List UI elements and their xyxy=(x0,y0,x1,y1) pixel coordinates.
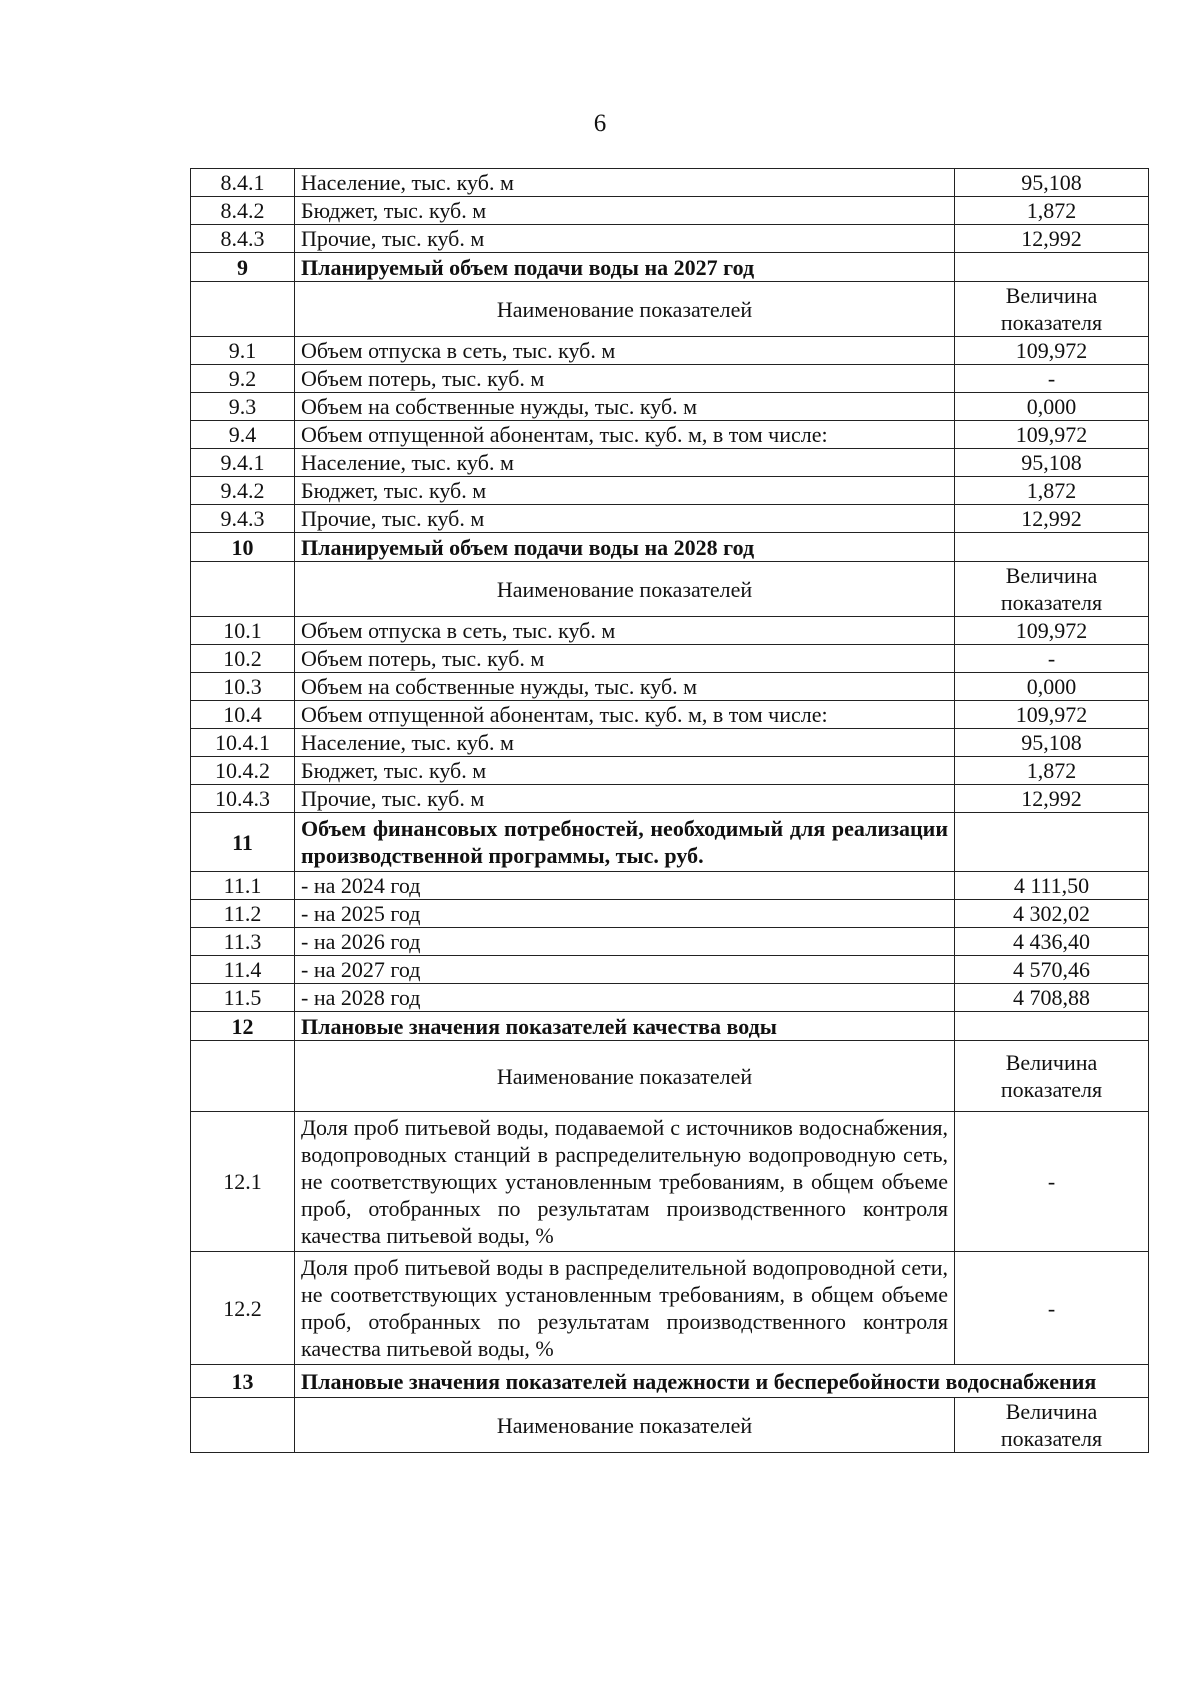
row-value: 0,000 xyxy=(955,673,1149,701)
row-number: 10.4.2 xyxy=(191,757,295,785)
row-number: 9.4.1 xyxy=(191,449,295,477)
row-value: 4 302,02 xyxy=(955,900,1149,928)
row-value: 109,972 xyxy=(955,617,1149,645)
table-row xyxy=(191,645,1149,673)
row-number: 11.4 xyxy=(191,956,295,984)
row-value: - xyxy=(955,645,1149,673)
row-name: Объем потерь, тыс. куб. м xyxy=(295,645,955,673)
row-number: 9.1 xyxy=(191,337,295,365)
row-name: Бюджет, тыс. куб. м xyxy=(295,197,955,225)
row-value: 95,108 xyxy=(955,169,1149,197)
row-name: - на 2026 год xyxy=(295,928,955,956)
header-name: Наименование показателей xyxy=(295,562,955,617)
row-number: 11.5 xyxy=(191,984,295,1012)
table-row xyxy=(191,785,1149,813)
row-name: Объем на собственные нужды, тыс. куб. м xyxy=(295,673,955,701)
table-row xyxy=(191,225,1149,253)
row-number: 10.4.3 xyxy=(191,785,295,813)
row-value: - xyxy=(955,365,1149,393)
row-name: Объем отпуска в сеть, тыс. куб. м xyxy=(295,617,955,645)
row-value: 4 111,50 xyxy=(955,872,1149,900)
row-name: Бюджет, тыс. куб. м xyxy=(295,757,955,785)
table-row xyxy=(191,757,1149,785)
row-name: Население, тыс. куб. м xyxy=(295,169,955,197)
table-row xyxy=(191,673,1149,701)
table-row xyxy=(191,505,1149,533)
row-number: 10.4.1 xyxy=(191,729,295,757)
row-value: 95,108 xyxy=(955,449,1149,477)
row-number: 11.1 xyxy=(191,872,295,900)
section-number: 9 xyxy=(191,253,295,282)
row-name: Население, тыс. куб. м xyxy=(295,729,955,757)
row-value: - xyxy=(955,1252,1149,1365)
row-value: 109,972 xyxy=(955,421,1149,449)
section-number: 11 xyxy=(191,813,295,872)
row-value: 1,872 xyxy=(955,477,1149,505)
section-row xyxy=(191,1365,1149,1398)
row-number: 10.4 xyxy=(191,701,295,729)
row-value: 1,872 xyxy=(955,757,1149,785)
table-row xyxy=(191,984,1149,1012)
row-number: 11.3 xyxy=(191,928,295,956)
empty-cell xyxy=(191,1398,295,1453)
header-row xyxy=(191,562,1149,617)
section-row xyxy=(191,533,1149,562)
section-row xyxy=(191,253,1149,282)
row-name: Объем отпуска в сеть, тыс. куб. м xyxy=(295,337,955,365)
row-name: Объем отпущенной абонентам, тыс. куб. м, в том числе: xyxy=(295,421,955,449)
indicators-table xyxy=(190,168,1149,1453)
row-value: 4 708,88 xyxy=(955,984,1149,1012)
row-name: - на 2028 год xyxy=(295,984,955,1012)
row-value: 109,972 xyxy=(955,701,1149,729)
row-number: 9.4.2 xyxy=(191,477,295,505)
table-row xyxy=(191,617,1149,645)
row-value: 95,108 xyxy=(955,729,1149,757)
table-row xyxy=(191,956,1149,984)
row-number: 8.4.3 xyxy=(191,225,295,253)
empty-cell xyxy=(191,1041,295,1112)
header-row xyxy=(191,1041,1149,1112)
table-row xyxy=(191,337,1149,365)
section-number: 13 xyxy=(191,1365,295,1398)
row-name: Прочие, тыс. куб. м xyxy=(295,225,955,253)
row-name: Прочие, тыс. куб. м xyxy=(295,505,955,533)
row-number: 10.1 xyxy=(191,617,295,645)
row-number: 11.2 xyxy=(191,900,295,928)
row-name: - на 2024 год xyxy=(295,872,955,900)
table-row xyxy=(191,701,1149,729)
row-name: Объем отпущенной абонентам, тыс. куб. м, в том числе: xyxy=(295,701,955,729)
row-value: 4 436,40 xyxy=(955,928,1149,956)
row-value: 0,000 xyxy=(955,393,1149,421)
row-number: 9.4 xyxy=(191,421,295,449)
section-row xyxy=(191,813,1149,872)
table-row xyxy=(191,928,1149,956)
header-row xyxy=(191,282,1149,337)
row-number: 12.2 xyxy=(191,1252,295,1365)
header-name: Наименование показателей xyxy=(295,1041,955,1112)
table-row xyxy=(191,1252,1149,1365)
row-number: 9.2 xyxy=(191,365,295,393)
section-title: Объем финансовых потребностей, необходимый для реализации производственной программы, тыс. руб. xyxy=(295,813,955,872)
row-value: 4 570,46 xyxy=(955,956,1149,984)
row-number: 8.4.2 xyxy=(191,197,295,225)
page-number: 6 xyxy=(593,110,607,137)
table-row xyxy=(191,1112,1149,1252)
header-name: Наименование показателей xyxy=(295,1398,955,1453)
empty-cell xyxy=(955,253,1149,282)
row-number: 9.4.3 xyxy=(191,505,295,533)
row-name: Доля проб питьевой воды в распределительной водопроводной сети, не соответствующих установленным требованиям, в общем объеме проб, отобранных по результатам производственного контроля качества питьевой воды, % xyxy=(295,1252,955,1365)
row-number: 12.1 xyxy=(191,1112,295,1252)
row-value: 109,972 xyxy=(955,337,1149,365)
row-name: Доля проб питьевой воды, подаваемой с источников водоснабжения, водопроводных станций в распределительную водопроводную сеть, не соответствующих установленным требованиям, в общем объеме проб, отобранных по результатам производственного контроля качества питьевой воды, % xyxy=(295,1112,955,1252)
row-value: 12,992 xyxy=(955,505,1149,533)
row-value: - xyxy=(955,1112,1149,1252)
empty-cell xyxy=(955,1012,1149,1041)
empty-cell xyxy=(191,562,295,617)
table-row xyxy=(191,900,1149,928)
row-name: Объем на собственные нужды, тыс. куб. м xyxy=(295,393,955,421)
section-number: 10 xyxy=(191,533,295,562)
empty-cell xyxy=(955,813,1149,872)
row-name: Объем потерь, тыс. куб. м xyxy=(295,365,955,393)
section-title: Плановые значения показателей надежности и бесперебойности водоснабжения xyxy=(295,1365,1149,1398)
row-name: - на 2025 год xyxy=(295,900,955,928)
row-value: 1,872 xyxy=(955,197,1149,225)
section-title: Планируемый объем подачи воды на 2028 год xyxy=(295,533,955,562)
header-value: Величина показателя xyxy=(955,1398,1149,1453)
row-name: - на 2027 год xyxy=(295,956,955,984)
row-name: Население, тыс. куб. м xyxy=(295,449,955,477)
row-number: 8.4.1 xyxy=(191,169,295,197)
header-value: Величина показателя xyxy=(955,282,1149,337)
row-name: Прочие, тыс. куб. м xyxy=(295,785,955,813)
row-name: Бюджет, тыс. куб. м xyxy=(295,477,955,505)
table-row xyxy=(191,729,1149,757)
empty-cell xyxy=(191,282,295,337)
table-row xyxy=(191,365,1149,393)
table-row xyxy=(191,169,1149,197)
header-row xyxy=(191,1398,1149,1453)
row-number: 10.2 xyxy=(191,645,295,673)
table-row xyxy=(191,449,1149,477)
header-name: Наименование показателей xyxy=(295,282,955,337)
header-value: Величина показателя xyxy=(955,562,1149,617)
table-row xyxy=(191,477,1149,505)
table-row xyxy=(191,197,1149,225)
section-title: Плановые значения показателей качества воды xyxy=(295,1012,955,1041)
section-number: 12 xyxy=(191,1012,295,1041)
row-value: 12,992 xyxy=(955,785,1149,813)
row-number: 10.3 xyxy=(191,673,295,701)
table-row xyxy=(191,393,1149,421)
header-value: Величина показателя xyxy=(955,1041,1149,1112)
row-number: 9.3 xyxy=(191,393,295,421)
empty-cell xyxy=(955,533,1149,562)
section-title: Планируемый объем подачи воды на 2027 год xyxy=(295,253,955,282)
table-row xyxy=(191,421,1149,449)
table-row xyxy=(191,872,1149,900)
row-value: 12,992 xyxy=(955,225,1149,253)
section-row xyxy=(191,1012,1149,1041)
